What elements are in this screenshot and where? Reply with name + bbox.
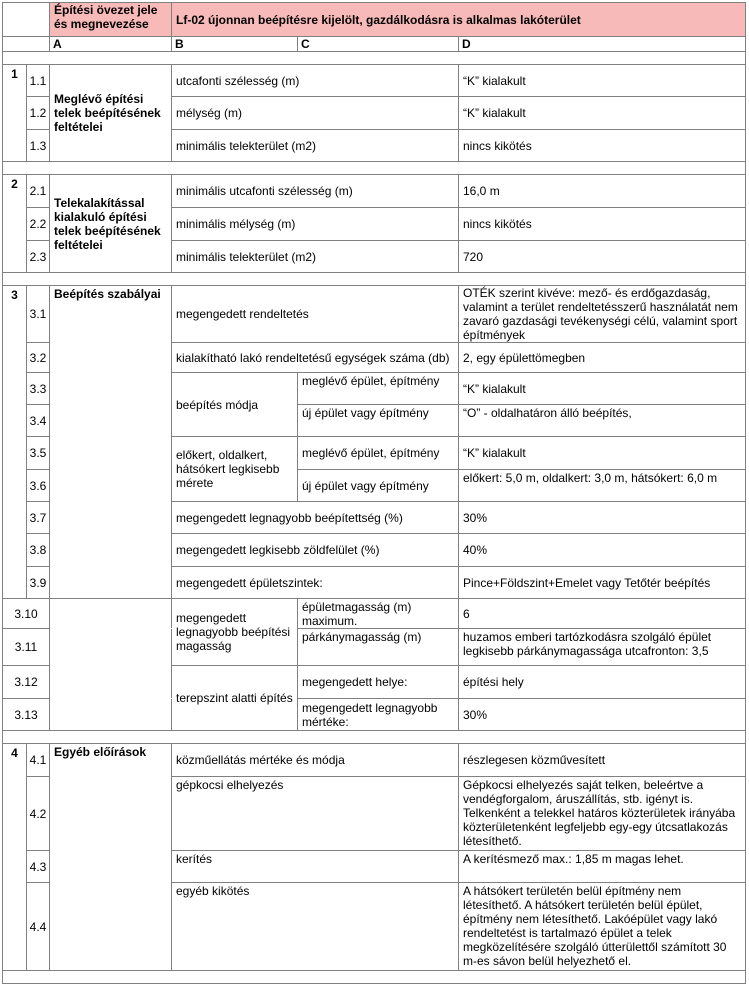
criterion-label: minimális telekterület (m2) (172, 130, 459, 162)
criterion-value: 720 (459, 241, 746, 273)
section-1-title: Meglévő építési telek beépítésének feltételei (50, 65, 172, 162)
row-number: 4.3 (27, 851, 50, 883)
spacer-row (3, 971, 746, 984)
sub-criterion: új épület vagy építmény (298, 405, 459, 437)
spacer-row (3, 52, 746, 65)
row-number: 3.12 (3, 666, 50, 699)
row-number: 3.4 (27, 405, 50, 437)
row-number: 4.4 (27, 883, 50, 971)
sub-criterion: épületmagasság (m) maximum. (298, 599, 459, 629)
table-row (3, 599, 746, 629)
spacer-row (3, 731, 746, 744)
section-2-number: 2 (3, 175, 27, 273)
row-number: 1.2 (27, 97, 50, 130)
section-3-number: 3 (3, 286, 27, 599)
criterion-label: mélység (m) (172, 97, 459, 130)
criterion-value: Gépkocsi elhelyezés saját telken, beleértve a vendégforgalom, áruszállítás, stb. igényt is. Telkenként a telekkel határos közterületek irányába közterületenként legfeljebb egy-egy útcsatlakozás létesíthető. (459, 777, 746, 851)
yard-size-label: előkert, oldalkert, hátsókert legkisebb mérete (172, 437, 298, 502)
criterion-label: minimális telekterület (m2) (172, 241, 459, 273)
zone-title: Lf-02 újonnan beépítésre kijelölt, gazdálkodásra is alkalmas lakóterület (172, 3, 746, 37)
criterion-value: 30% (459, 502, 746, 534)
max-height-label: megengedett legnagyobb beépítési magasság (172, 599, 298, 666)
criterion-value: nincs kikötés (459, 208, 746, 241)
row-number: 3.9 (27, 567, 50, 599)
criterion-value: 6 (459, 599, 746, 629)
criterion-value: részlegesen közművesített (459, 744, 746, 777)
criterion-label: közműellátás mértéke és módja (172, 744, 459, 777)
criterion-value: 16,0 m (459, 175, 746, 208)
criterion-value: “K” kialakult (459, 65, 746, 97)
table-row (3, 699, 746, 731)
table-row (3, 286, 746, 343)
section-4-number: 4 (3, 744, 27, 971)
criterion-value: A kerítésmező max.: 1,85 m magas lehet. (459, 851, 746, 883)
criterion-value: 2, egy épülettömegben (459, 343, 746, 373)
criterion-label: minimális utcafonti szélesség (m) (172, 175, 459, 208)
spacer-row (3, 273, 746, 286)
criterion-value: OTÉK szerint kivéve: mező- és erdőgazdaság, valamint a terület rendeltetésszerű használatát nem zavaró gazdasági tevékenységi célú, valamint sport építmények (459, 286, 746, 343)
letters-blank (3, 37, 50, 52)
criterion-label: megengedett rendeltetés (172, 286, 459, 343)
section-3-title: Beépítés szabályai (50, 286, 172, 599)
row-number: 2.3 (27, 241, 50, 273)
row-number: 2.1 (27, 175, 50, 208)
table-row (3, 666, 746, 699)
row-number: 3.1 (27, 286, 50, 343)
criterion-label: megengedett legkisebb zöldfelület (%) (172, 534, 459, 567)
criterion-label: egyéb kikötés (172, 883, 459, 971)
section-4-title: Egyéb előírások (50, 744, 172, 971)
row-number: 3.8 (27, 534, 50, 567)
criterion-label: kerítés (172, 851, 459, 883)
criterion-value: 30% (459, 699, 746, 731)
criterion-value: huzamos emberi tartózkodásra szolgáló épület legkisebb párkánymagassága utcafronton: 3,5 (459, 629, 746, 666)
row-number: 3.3 (27, 373, 50, 405)
sub-criterion: meglévő épület, építmény (298, 373, 459, 405)
criterion-value: Pince+Földszint+Emelet vagy Tetőtér beépítés (459, 567, 746, 599)
row-number: 3.10 (3, 599, 50, 629)
criterion-value: 40% (459, 534, 746, 567)
table-row (3, 629, 746, 666)
header-blank (3, 3, 50, 37)
sub-criterion: megengedett helye: (298, 666, 459, 699)
criterion-value: “O” - oldalhatáron álló beépítés, (459, 405, 746, 437)
criterion-label: utcafonti szélesség (m) (172, 65, 459, 97)
sub-criterion: új épület vagy építmény (298, 470, 459, 502)
underground-label: terepszint alatti építés (172, 666, 298, 731)
criterion-value: előkert: 5,0 m, oldalkert: 3,0 m, hátsókert: 6,0 m (459, 470, 746, 502)
row-number: 3.13 (3, 699, 50, 731)
criterion-value: “K” kialakult (459, 373, 746, 405)
table-row (3, 744, 746, 777)
row-number: 4.1 (27, 744, 50, 777)
sub-criterion: párkánymagasság (m) (298, 629, 459, 666)
sub-criterion: meglévő épület, építmény (298, 437, 459, 470)
row-number: 3.5 (27, 437, 50, 470)
section-1-number: 1 (3, 65, 27, 162)
row-number: 2.2 (27, 208, 50, 241)
row-number: 3.6 (27, 470, 50, 502)
spacer-row (3, 162, 746, 175)
row-number: 1.1 (27, 65, 50, 97)
criterion-label: gépkocsi elhelyezés (172, 777, 459, 851)
criterion-value: “K” kialakult (459, 97, 746, 130)
column-letter-d: D (459, 37, 746, 52)
continuation-blank (50, 629, 172, 666)
building-mode-label: beépítés módja (172, 373, 298, 437)
zone-label: Építési övezet jele és megnevezése (50, 3, 172, 37)
criterion-value: A hátsókert területén belül építmény nem létesíthető. A hátsókert területén belül épület, építmény nem létesíthető. Lakóépület vagy lakó rendeltetést is tartalmazó épület a telek megközelítésére szolgáló útterülettől számított 30 m-es sávon belül helyezhető el. (459, 883, 746, 971)
criterion-label: minimális mélység (m) (172, 208, 459, 241)
table-row (3, 65, 746, 97)
criterion-value: “K” kialakult (459, 437, 746, 470)
section-2-title: Telekalakítással kialakuló építési telek beépítésének feltételei (50, 175, 172, 273)
sub-criterion: megengedett legnagyobb mértéke: (298, 699, 459, 731)
column-letter-a: A (50, 37, 172, 52)
row-number: 4.2 (27, 777, 50, 851)
criterion-value: építési hely (459, 666, 746, 699)
criterion-value: nincs kikötés (459, 130, 746, 162)
column-letter-c: C (298, 37, 459, 52)
continuation-blank (50, 699, 172, 731)
row-number: 3.2 (27, 343, 50, 373)
regulation-table (2, 2, 746, 984)
continuation-blank (50, 599, 172, 629)
criterion-label: megengedett legnagyobb beépítettség (%) (172, 502, 459, 534)
row-number: 1.3 (27, 130, 50, 162)
criterion-label: megengedett épületszintek: (172, 567, 459, 599)
row-number: 3.11 (3, 629, 50, 666)
continuation-blank (50, 666, 172, 699)
column-letter-b: B (172, 37, 298, 52)
row-number: 3.7 (27, 502, 50, 534)
criterion-label: kialakítható lakó rendeltetésű egységek száma (db) (172, 343, 459, 373)
table-row (3, 175, 746, 208)
